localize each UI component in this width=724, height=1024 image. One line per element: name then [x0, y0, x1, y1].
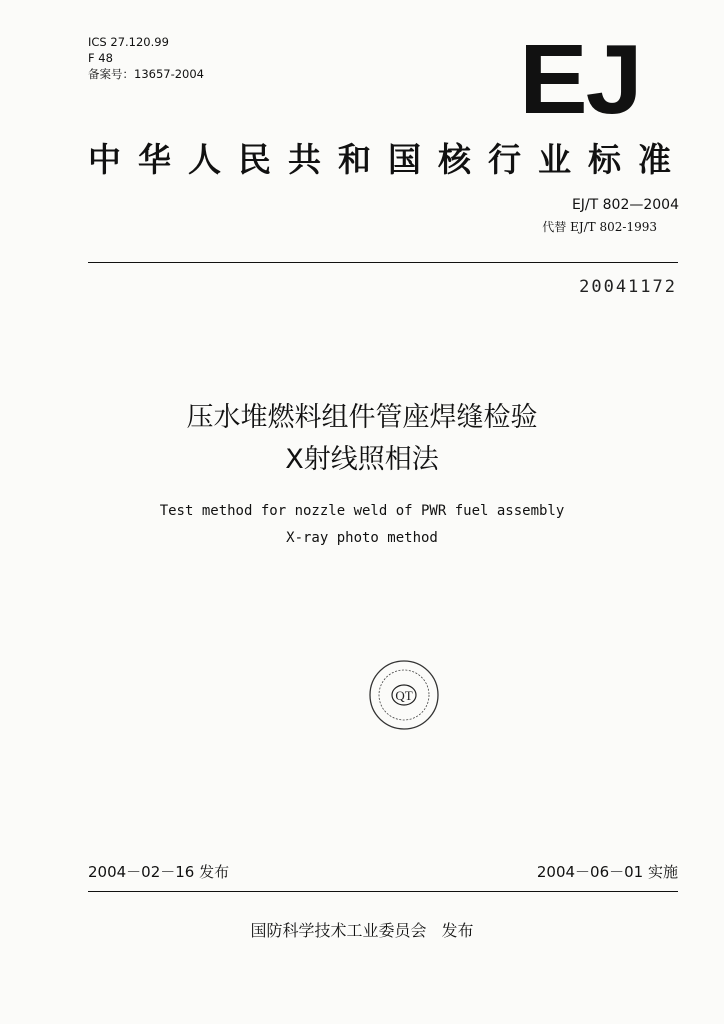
standard-number: EJ/T 802—2004 [571, 197, 679, 213]
title-en-line1: Test method for nozzle weld of PWR fuel assembly [159, 503, 565, 519]
replaces-note: 代替 EJ/T 802-1993 [542, 220, 657, 234]
ics-code: ICS 27.120.99 [88, 35, 169, 49]
footer-divider [88, 891, 678, 892]
publisher: 国防科学技术工业委员会 发布 [250, 921, 474, 940]
issue-date: 2004－02－16 发布 [88, 863, 230, 881]
title-cn-line2: X射线照相法 [285, 444, 439, 475]
stamp-code: 20041172 [579, 277, 677, 297]
metadata-block [88, 34, 204, 82]
header-divider [88, 262, 678, 263]
seal-center-text: QT [395, 688, 413, 703]
title-en-line2: X-ray photo method [286, 530, 438, 546]
certification-seal-icon [367, 658, 441, 732]
category-code: F 48 [88, 51, 113, 65]
ej-logo: EJ [519, 24, 641, 134]
title-cn-line1: 压水堆燃料组件管座焊缝检验 [186, 402, 538, 433]
effective-date: 2004－06－01 实施 [536, 863, 678, 881]
standard-category-title: 中华人民共和国核行业标准 [88, 140, 688, 179]
record-number: 备案号：13657-2004 [88, 67, 204, 81]
